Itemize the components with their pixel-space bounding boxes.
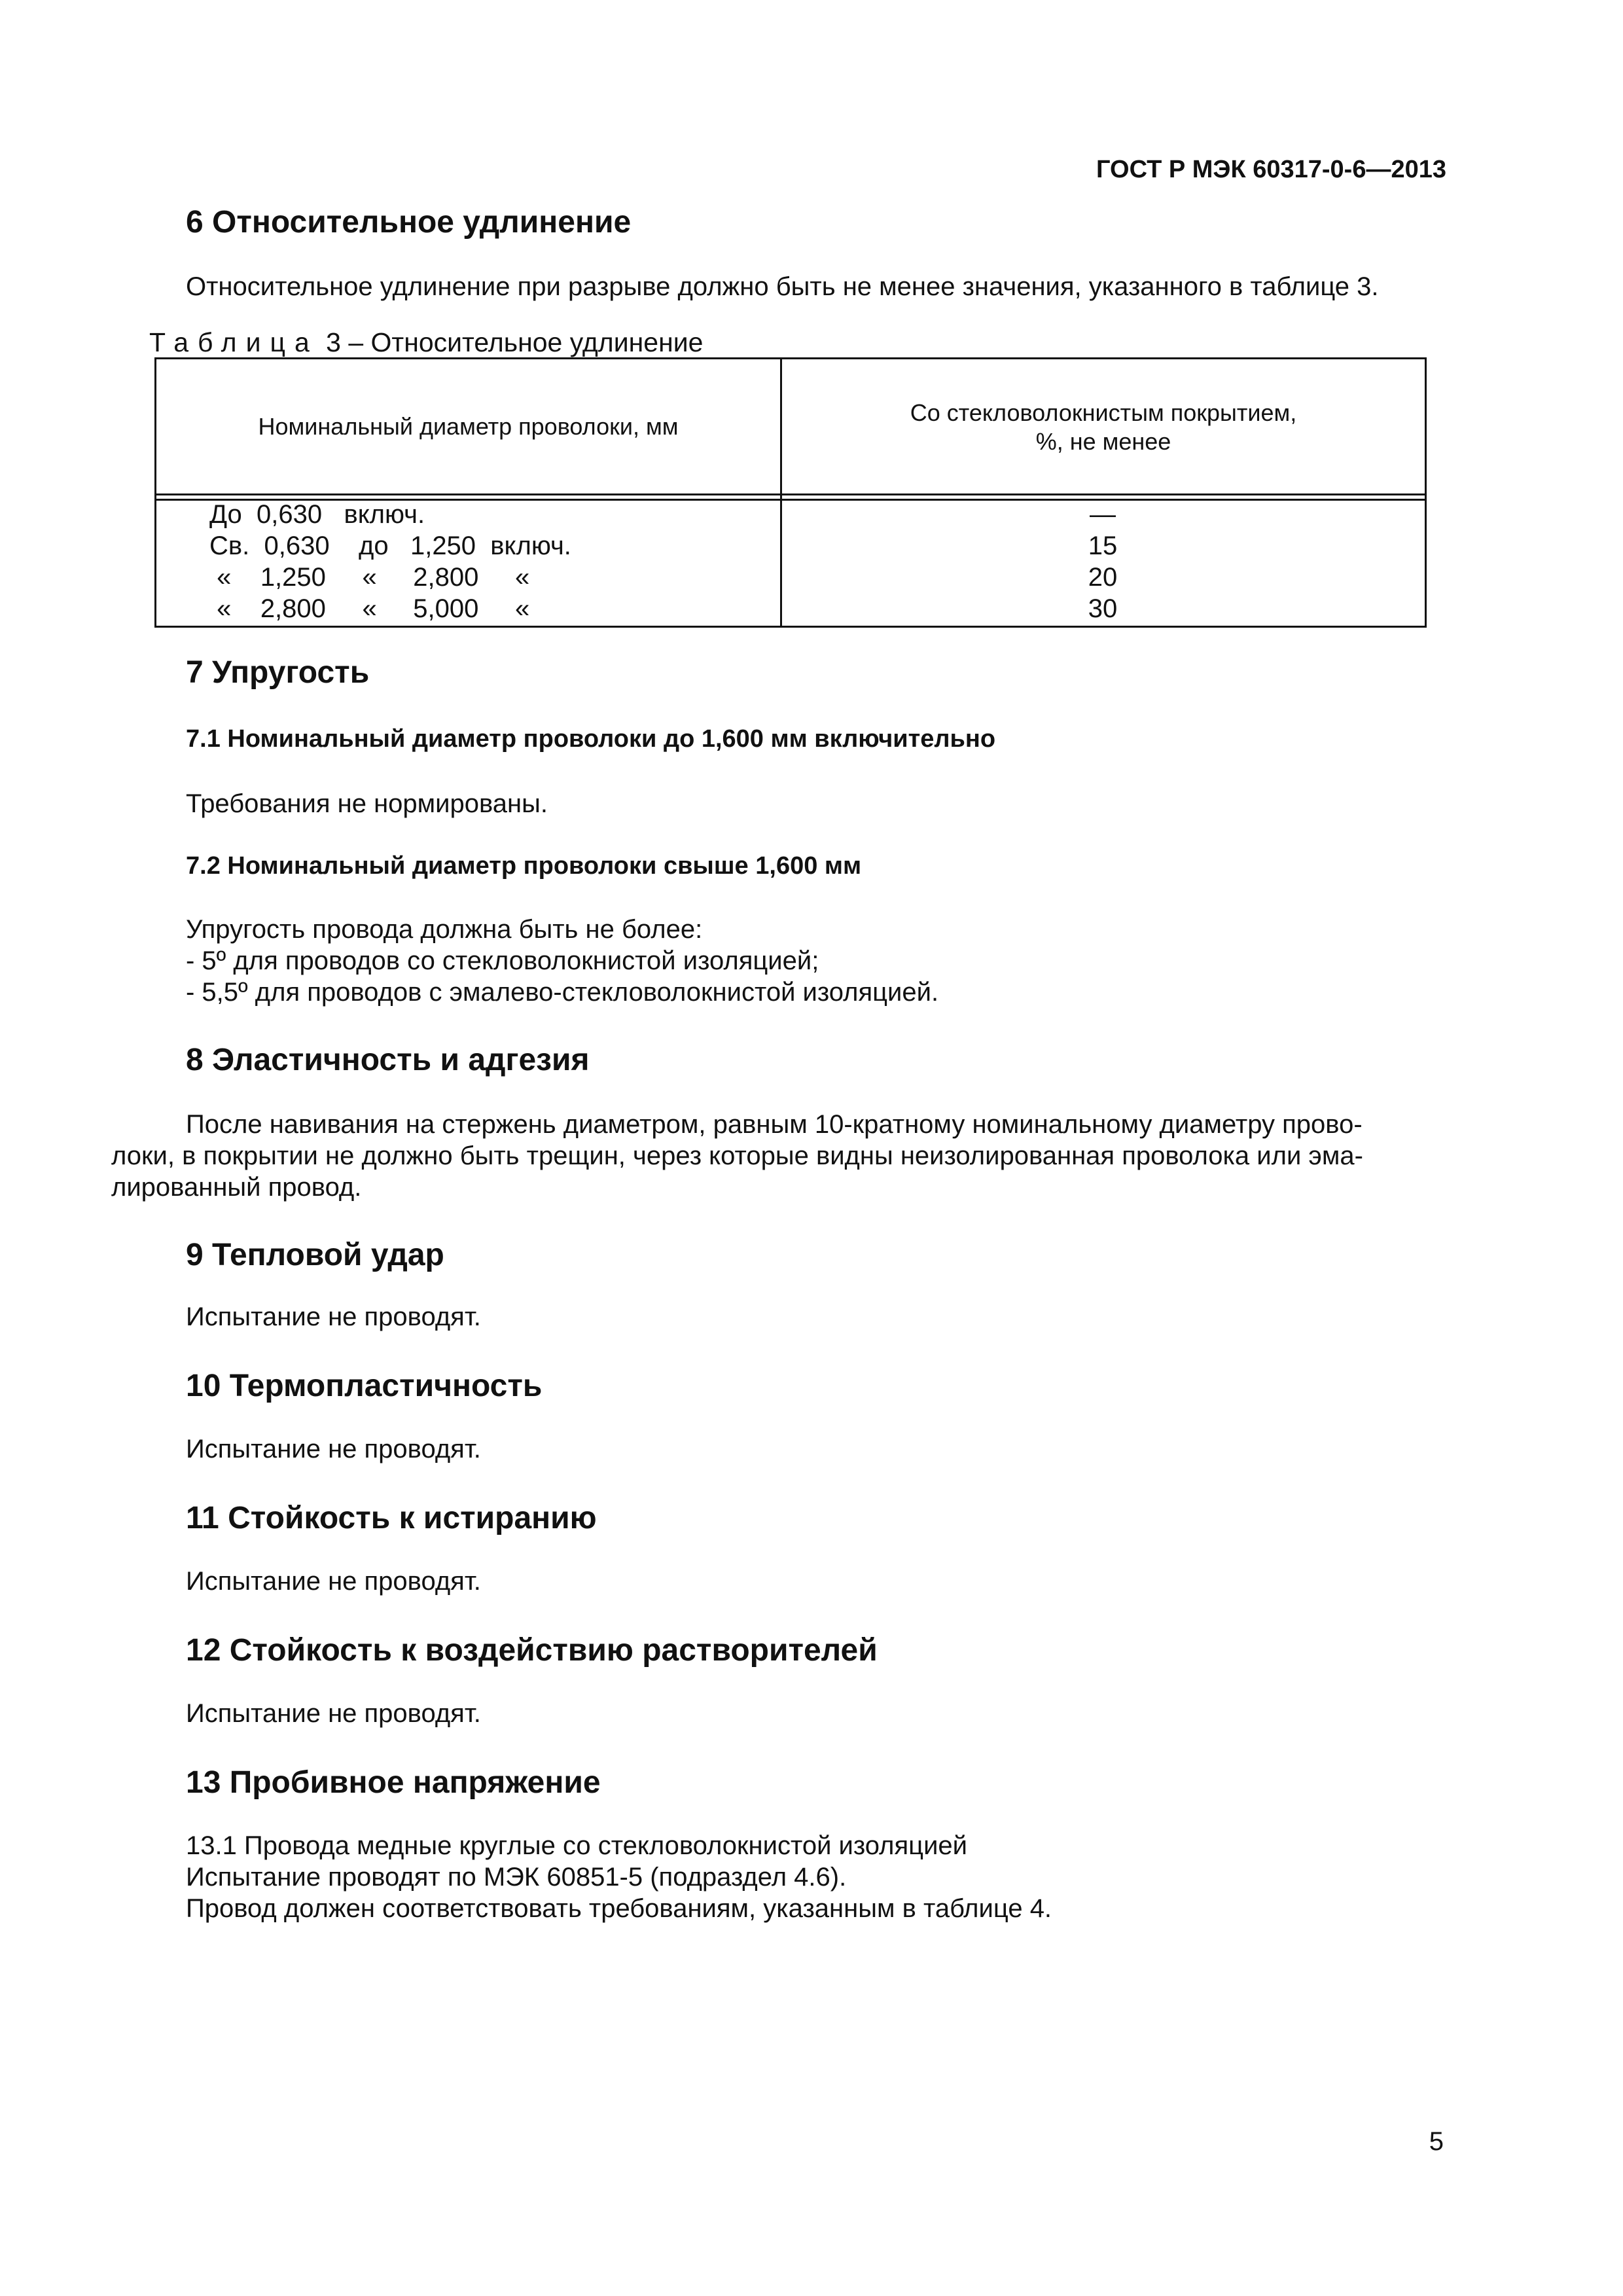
section-7-2-line-1: Упругость провода должна быть не более:: [186, 915, 703, 944]
table-header-diameter: Номинальный диаметр проволоки, мм: [258, 413, 679, 440]
section-8-line-1: После навивания на стержень диаметром, равным 10-кратному номинальному диаметру прово-: [186, 1110, 1363, 1139]
section-11-text: Испытание не проводят.: [186, 1567, 481, 1596]
section-12-text: Испытание не проводят.: [186, 1699, 481, 1728]
section-8-line-3: лированный провод.: [111, 1173, 362, 1202]
table-left-border: [154, 357, 156, 628]
section-13-line-3: Провод должен соответствовать требованиям, указанным в таблице 4.: [186, 1894, 1052, 1923]
section-6-title: 6 Относительное удлинение: [186, 205, 632, 240]
section-9-text: Испытание не проводят.: [186, 1302, 481, 1331]
section-10-text: Испытание не проводят.: [186, 1435, 481, 1463]
section-7-2-line-3: - 5,5º для проводов с эмалево-стекловолокнистой изоляцией.: [186, 978, 939, 1007]
table-row-2-diameter: Св. 0,630 до 1,250 включ.: [209, 531, 571, 560]
table-caption-title: 3 – Относительное удлинение: [318, 327, 704, 357]
table-header-elongation-line-1: Со стекловолокнистым покрытием,: [910, 399, 1297, 426]
section-7-2-title: 7.2 Номинальный диаметр проволоки свыше 1,600 мм: [186, 852, 862, 880]
table-row-4-diameter: « 2,800 « 5,000 «: [209, 594, 530, 623]
table-header-border-1: [154, 493, 1427, 495]
table-top-border: [154, 357, 1427, 359]
table-row-2-value: 15: [1088, 531, 1118, 560]
section-13-text: [186, 1830, 1052, 1924]
section-13-line-2: Испытание проводят по МЭК 60851-5 (подраздел 4.6).: [186, 1863, 847, 1892]
table-header-elongation-line-2: %, не менее: [1035, 428, 1171, 455]
table-row-3-value: 20: [1088, 563, 1118, 592]
table-row-4-value: 30: [1088, 594, 1118, 623]
document-id: ГОСТ Р МЭК 60317-0-6—2013: [1096, 156, 1446, 183]
page-number: 5: [1429, 2127, 1444, 2156]
section-6-text: Относительное удлинение при разрыве должно быть не менее значения, указанного в таблице 3.: [186, 272, 1379, 301]
section-11-title: 11 Стойкость к истиранию: [186, 1501, 597, 1535]
section-7-1-text: Требования не нормированы.: [186, 789, 548, 818]
table-row-1-value: —: [1090, 500, 1116, 529]
table-header-elongation: [782, 399, 1425, 456]
section-7-2-line-2: - 5º для проводов со стекловолокнистой изоляцией;: [186, 946, 819, 975]
section-7-1-title: 7.1 Номинальный диаметр проволоки до 1,600 мм включительно: [186, 725, 996, 753]
section-8-title: 8 Эластичность и адгезия: [186, 1043, 590, 1077]
table-caption-word: Таблица: [149, 327, 319, 357]
table-row-3-diameter: « 1,250 « 2,800 «: [209, 563, 530, 592]
section-7-2-text: [186, 914, 938, 1008]
section-10-title: 10 Термопластичность: [186, 1369, 543, 1403]
section-9-title: 9 Тепловой удар: [186, 1238, 444, 1272]
section-12-title: 12 Стойкость к воздействию растворителей: [186, 1633, 878, 1668]
table-right-border: [1425, 357, 1427, 628]
table-bottom-border: [154, 626, 1427, 628]
section-13-title: 13 Пробивное напряжение: [186, 1765, 601, 1800]
section-13-line-1: 13.1 Провода медные круглые со стекловолокнистой изоляцией: [186, 1831, 968, 1860]
table-3-caption: [149, 327, 703, 358]
table-row-1-diameter: До 0,630 включ.: [209, 500, 425, 529]
section-8-line-2: локи, в покрытии не должно быть трещин, через которые видны неизолированная проволока или эма-: [111, 1141, 1363, 1170]
section-7-title: 7 Упругость: [186, 655, 370, 690]
